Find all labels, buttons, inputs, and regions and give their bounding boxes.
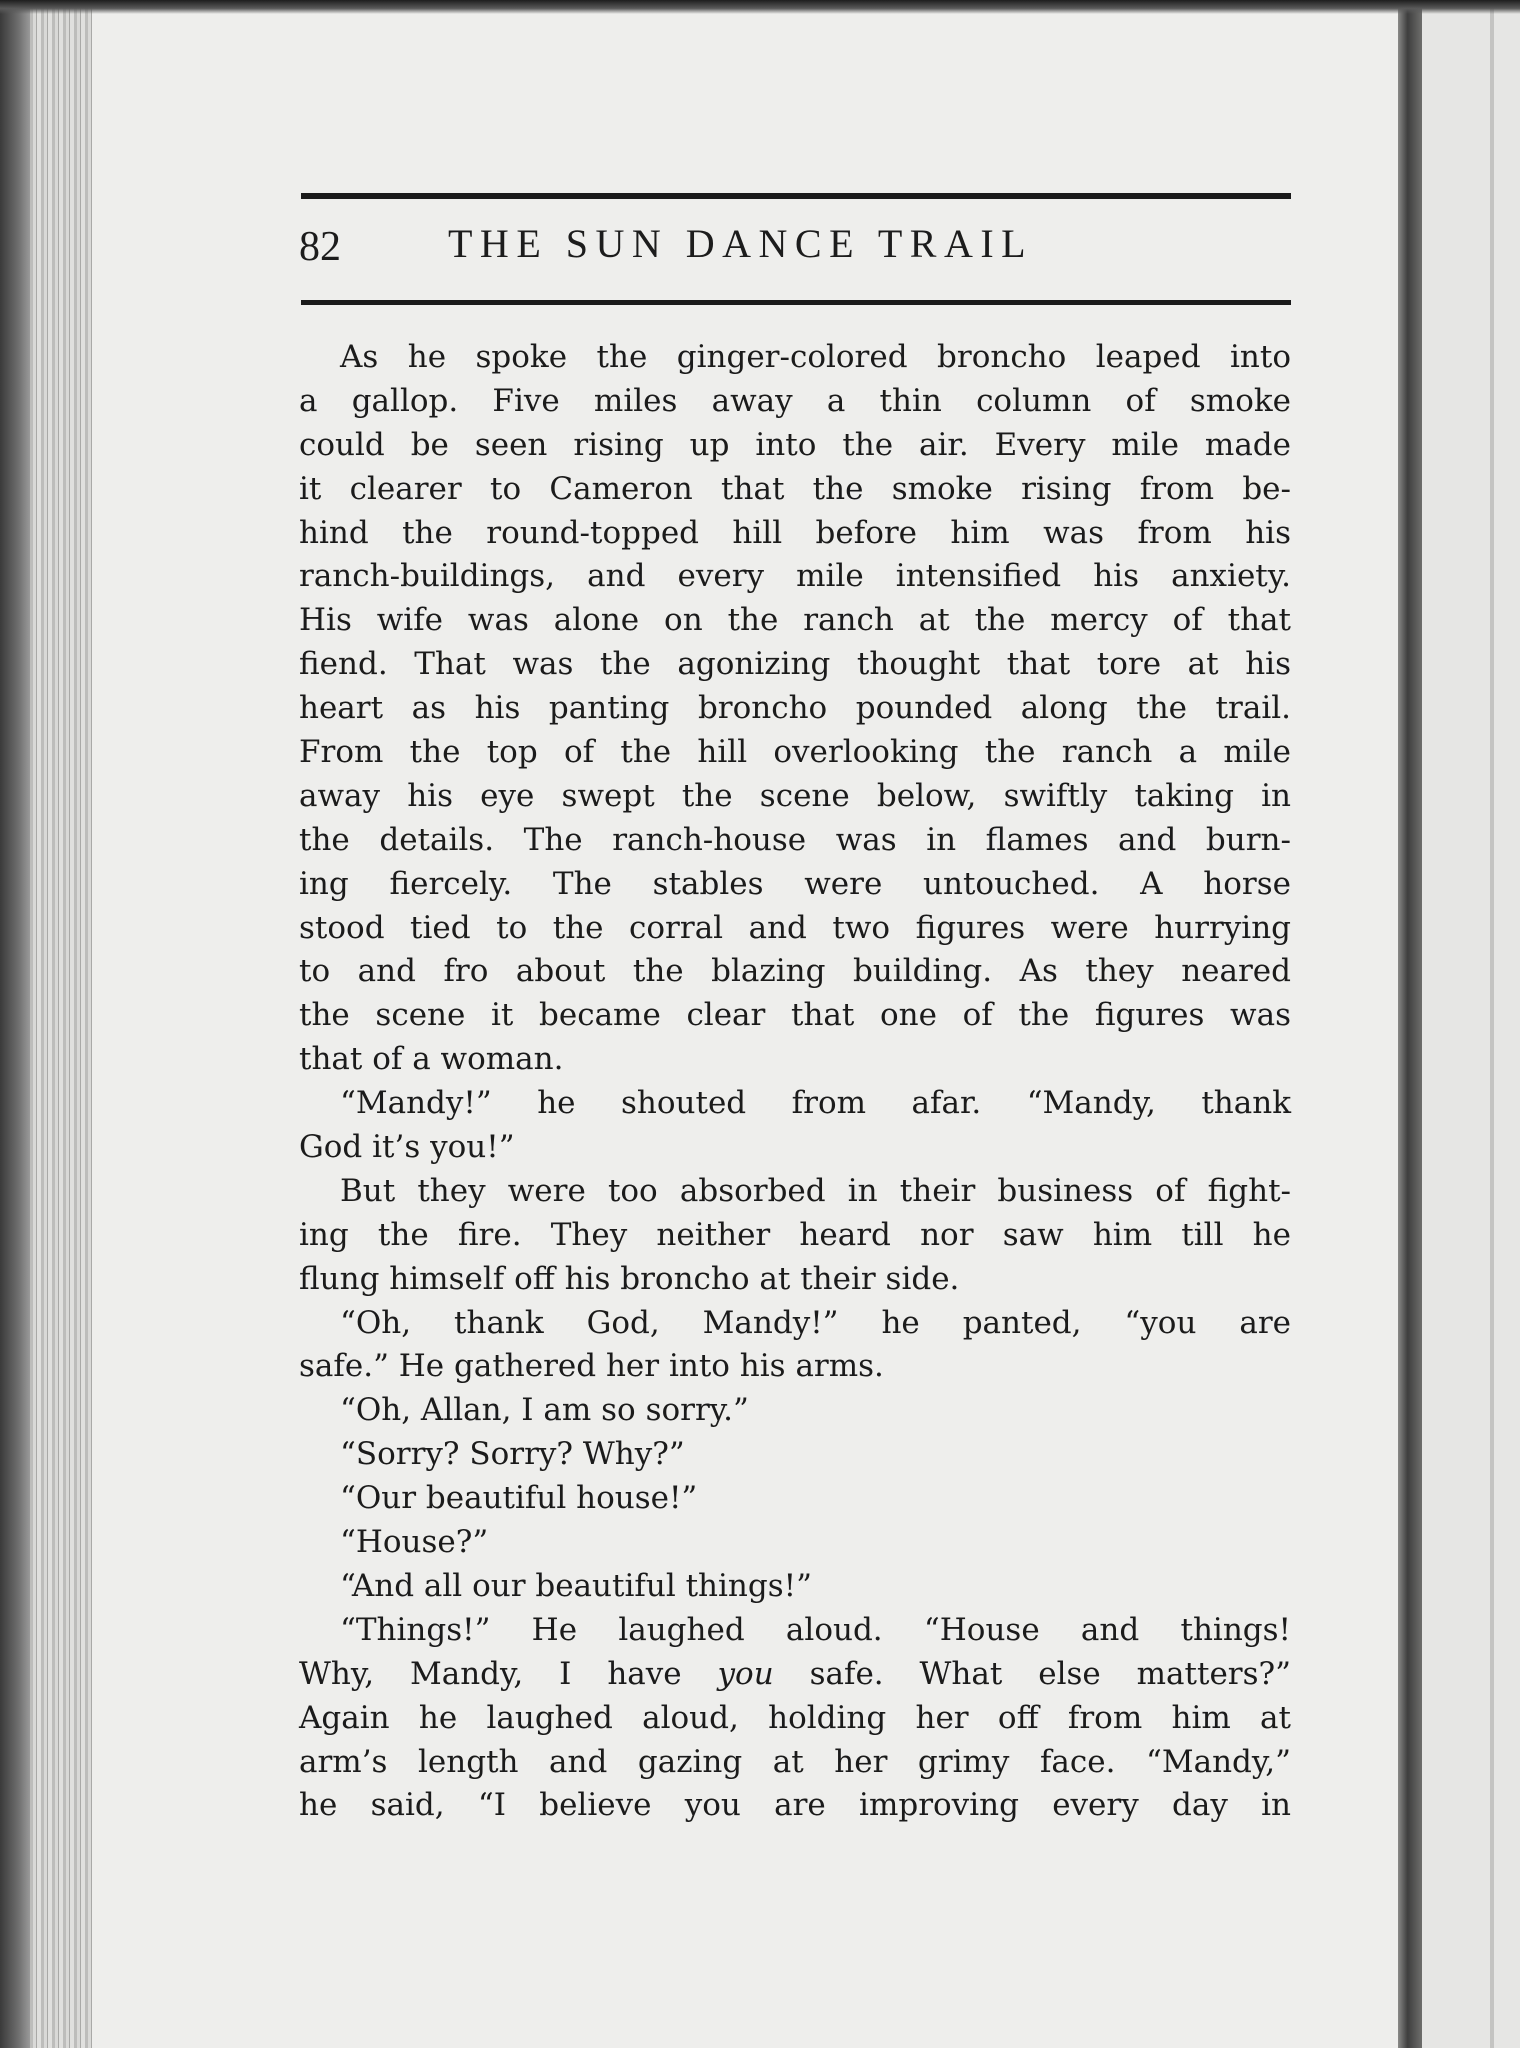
text-line: His wife was alone on the ranch at the mercy of that xyxy=(299,602,1291,639)
body-text xyxy=(299,336,1291,1828)
top-edge-shadow xyxy=(0,0,1520,14)
text-line: arm’s length and gazing at her grimy face. “Mandy,” xyxy=(299,1743,1291,1780)
text-line: God it’s you!” xyxy=(299,1129,515,1166)
text-line: From the top of the hill overlooking the ranch a mile xyxy=(299,734,1291,771)
page-edges xyxy=(30,0,92,2048)
text-line: it clearer to Cameron that the smoke rising from be- xyxy=(299,470,1291,507)
facing-page xyxy=(1422,0,1520,2048)
header-rule-top xyxy=(301,193,1291,199)
page-number: 82 xyxy=(299,224,341,270)
text-line: hind the round-topped hill before him was from his xyxy=(299,514,1291,551)
binding-shadow xyxy=(0,0,30,2048)
text-line: Again he laughed aloud, holding her off from him at xyxy=(299,1699,1291,1736)
text-line: the details. The ranch-house was in flames and burn- xyxy=(299,821,1291,858)
text-line: heart as his panting broncho pounded along the trail. xyxy=(299,690,1291,727)
text-line: could be seen rising up into the air. Every mile made xyxy=(299,426,1291,463)
header-rule-bottom xyxy=(301,300,1291,305)
text-line xyxy=(299,1653,1291,1697)
text-line: “Sorry? Sorry? Why?” xyxy=(340,1436,685,1473)
text-line: ranch-buildings, and every mile intensified his anxiety. xyxy=(299,558,1291,595)
text-line: the scene it became clear that one of the figures was xyxy=(299,997,1291,1034)
text-line: ing the fire. They neither heard nor saw him till he xyxy=(299,1216,1291,1253)
text-line: “Our beautiful house!” xyxy=(340,1480,698,1517)
text-line: As he spoke the ginger-colored broncho leaped into xyxy=(340,339,1291,375)
text-segment: Why, Mandy, I have xyxy=(299,1655,718,1692)
text-line: stood tied to the corral and two figures were hurrying xyxy=(299,909,1291,946)
text-line: a gallop. Five miles away a thin column of smoke xyxy=(299,382,1291,419)
text-line: that of a woman. xyxy=(299,1041,564,1078)
text-line: “Oh, thank God, Mandy!” he panted, “you are xyxy=(340,1304,1291,1341)
text-line: he said, “I believe you are improving every day in xyxy=(299,1787,1291,1824)
text-line: “And all our beautiful things!” xyxy=(340,1567,812,1604)
text-line: flung himself off his broncho at their side. xyxy=(299,1260,960,1297)
text-segment: safe. What else matters?” xyxy=(773,1655,1291,1692)
text-line: safe.” He gathered her into his arms. xyxy=(299,1348,884,1385)
text-line: to and fro about the blazing building. As they neared xyxy=(299,953,1291,990)
text-line: But they were too absorbed in their business of fight- xyxy=(340,1172,1291,1209)
text-line: ing fiercely. The stables were untouched. A horse xyxy=(299,865,1291,902)
text-line: “Things!” He laughed aloud. “House and things! xyxy=(340,1611,1291,1648)
text-line: “House?” xyxy=(340,1524,489,1561)
gutter-fold xyxy=(1398,0,1422,2048)
text-line: fiend. That was the agonizing thought that tore at his xyxy=(299,646,1291,683)
running-head: THE SUN DANCE TRAIL xyxy=(448,221,1034,266)
text-line: away his eye swept the scene below, swiftly taking in xyxy=(299,777,1291,814)
text-line: “Mandy!” he shouted from afar. “Mandy, thank xyxy=(340,1085,1291,1122)
text-line: “Oh, Allan, I am so sorry.” xyxy=(340,1392,749,1429)
facing-page-edge xyxy=(1490,0,1494,2048)
italic-word: you xyxy=(717,1655,774,1692)
